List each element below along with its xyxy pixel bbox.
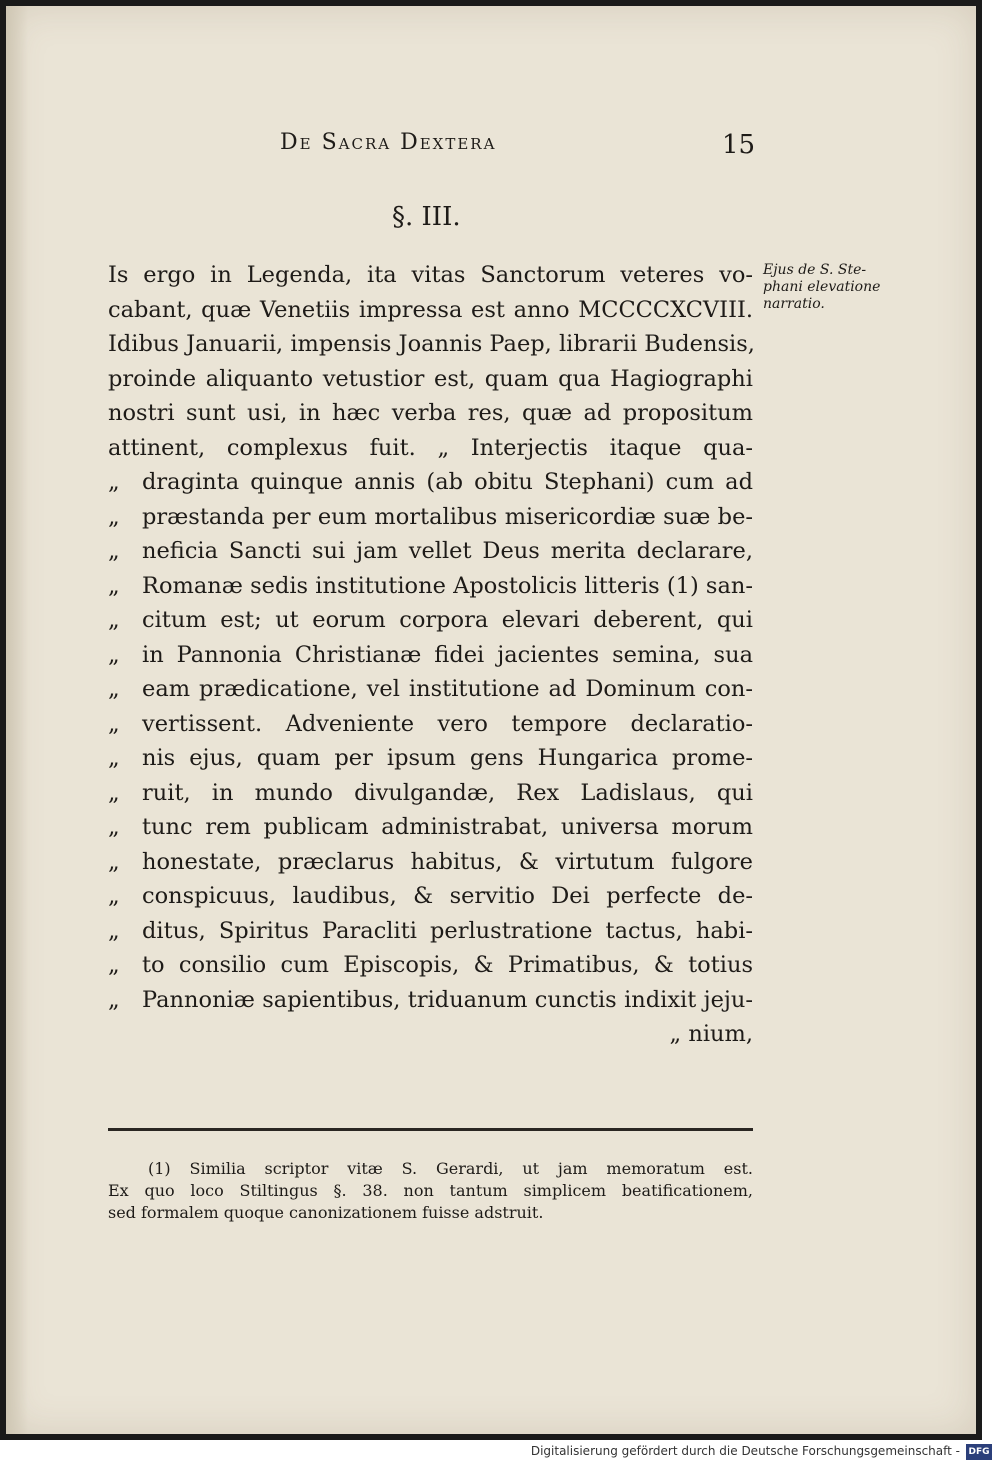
quote-mark: „ bbox=[108, 745, 120, 771]
text-line: „ Pannoniæ sapientibus, triduanum cunctis indixit jeju- bbox=[108, 983, 753, 1018]
text-line: „ nis ejus, quam per ipsum gens Hungarica prome- bbox=[108, 741, 753, 776]
quote-mark: „ bbox=[108, 676, 120, 702]
text-line: „ præstanda per eum mortalibus misericordiæ suæ be- bbox=[108, 500, 753, 535]
quote-mark: „ bbox=[108, 572, 120, 599]
text-line: „ eam prædicatione, vel institutione ad Dominum con- bbox=[108, 672, 753, 707]
text-line: Idibus Januarii, impensis Joannis Paep, librarii Budensis, bbox=[108, 331, 755, 357]
text-line: „ citum est; ut eorum corpora elevari deberent, qui bbox=[108, 603, 753, 638]
margin-note bbox=[763, 262, 880, 313]
catchword: „ nium, bbox=[669, 1021, 753, 1047]
quote-mark: „ bbox=[108, 848, 120, 875]
margin-note-line: Ejus de S. Ste- bbox=[763, 262, 867, 278]
dfg-logo: DFG bbox=[966, 1444, 992, 1460]
page-number: 15 bbox=[722, 130, 756, 160]
text-line: Is ergo in Legenda, ita vitas Sanctorum veteres vo- bbox=[108, 262, 753, 288]
quote-mark: „ bbox=[108, 469, 120, 495]
text-line: „ draginta quinque annis (ab obitu Stephani) cum ad bbox=[108, 465, 753, 500]
quote-mark: „ bbox=[108, 986, 120, 1013]
quote-mark: „ bbox=[108, 952, 120, 978]
text-line: „ Romanæ sedis institutione Apostolicis litteris (1) san- bbox=[108, 569, 753, 604]
page-gutter-shadow bbox=[6, 6, 28, 1434]
text-line: cabant, quæ Venetiis impressa est anno MCCCCXCVIII. bbox=[108, 296, 753, 323]
quote-mark: „ bbox=[108, 503, 120, 530]
text-line: „ conspicuus, laudibus, & servitio Dei perfecte de- bbox=[108, 879, 753, 914]
text-line: nostri sunt usi, in hæc verba res, quæ ad propositum bbox=[108, 400, 753, 426]
text-line: „ in Pannonia Christianæ fidei jacientes semina, sua bbox=[108, 638, 753, 673]
margin-note-line: phani elevatione bbox=[763, 279, 881, 295]
text-line: proinde aliquanto vetustior est, quam qua Hagiographi bbox=[108, 365, 753, 392]
quote-mark: „ bbox=[108, 917, 120, 944]
text-line: attinent, complexus fuit. „ Interjectis itaque qua- bbox=[108, 434, 753, 461]
quote-mark: „ bbox=[108, 883, 120, 909]
text-line: „ honestate, præclarus habitus, & virtutum fulgore bbox=[108, 845, 753, 880]
running-head: De Sacra Dextera bbox=[280, 130, 497, 155]
footnote-rule bbox=[108, 1128, 753, 1131]
credit-bar bbox=[0, 1440, 1000, 1466]
margin-note-line: narratio. bbox=[763, 296, 825, 312]
text-line: „ tunc rem publicam administrabat, universa morum bbox=[108, 810, 753, 845]
quote-mark: „ bbox=[108, 814, 120, 840]
footnote-line: (1) Similia scriptor vitæ S. Gerardi, ut jam memoratum est. bbox=[148, 1159, 753, 1178]
quote-mark: „ bbox=[108, 779, 120, 806]
text-line: „ to consilio cum Episcopis, & Primatibus, & totius bbox=[108, 948, 753, 983]
footnote-line: Ex quo loco Stiltingus §. 38. non tantum simplicem beatificationem, bbox=[108, 1181, 753, 1200]
funding-credit: Digitalisierung gefördert durch die Deutsche Forschungsgemeinschaft - bbox=[530, 1444, 960, 1458]
quote-mark: „ bbox=[108, 538, 120, 564]
body-text bbox=[108, 258, 753, 1052]
quote-mark: „ bbox=[108, 607, 120, 633]
text-line: „ ruit, in mundo divulgandæ, Rex Ladislaus, qui bbox=[108, 776, 753, 811]
quote-mark: „ bbox=[108, 641, 120, 668]
footnote bbox=[108, 1158, 753, 1224]
section-heading: §. III. bbox=[392, 202, 461, 232]
text-line: „ neficia Sancti sui jam vellet Deus merita declarare, bbox=[108, 534, 753, 569]
text-line: „ vertissent. Adveniente vero tempore declaratio- bbox=[108, 707, 753, 742]
quote-mark: „ bbox=[108, 710, 120, 737]
footnote-line: sed formalem quoque canonizationem fuisse adstruit. bbox=[108, 1203, 544, 1222]
text-line: „ ditus, Spiritus Paracliti perlustratione tactus, habi- bbox=[108, 914, 753, 949]
